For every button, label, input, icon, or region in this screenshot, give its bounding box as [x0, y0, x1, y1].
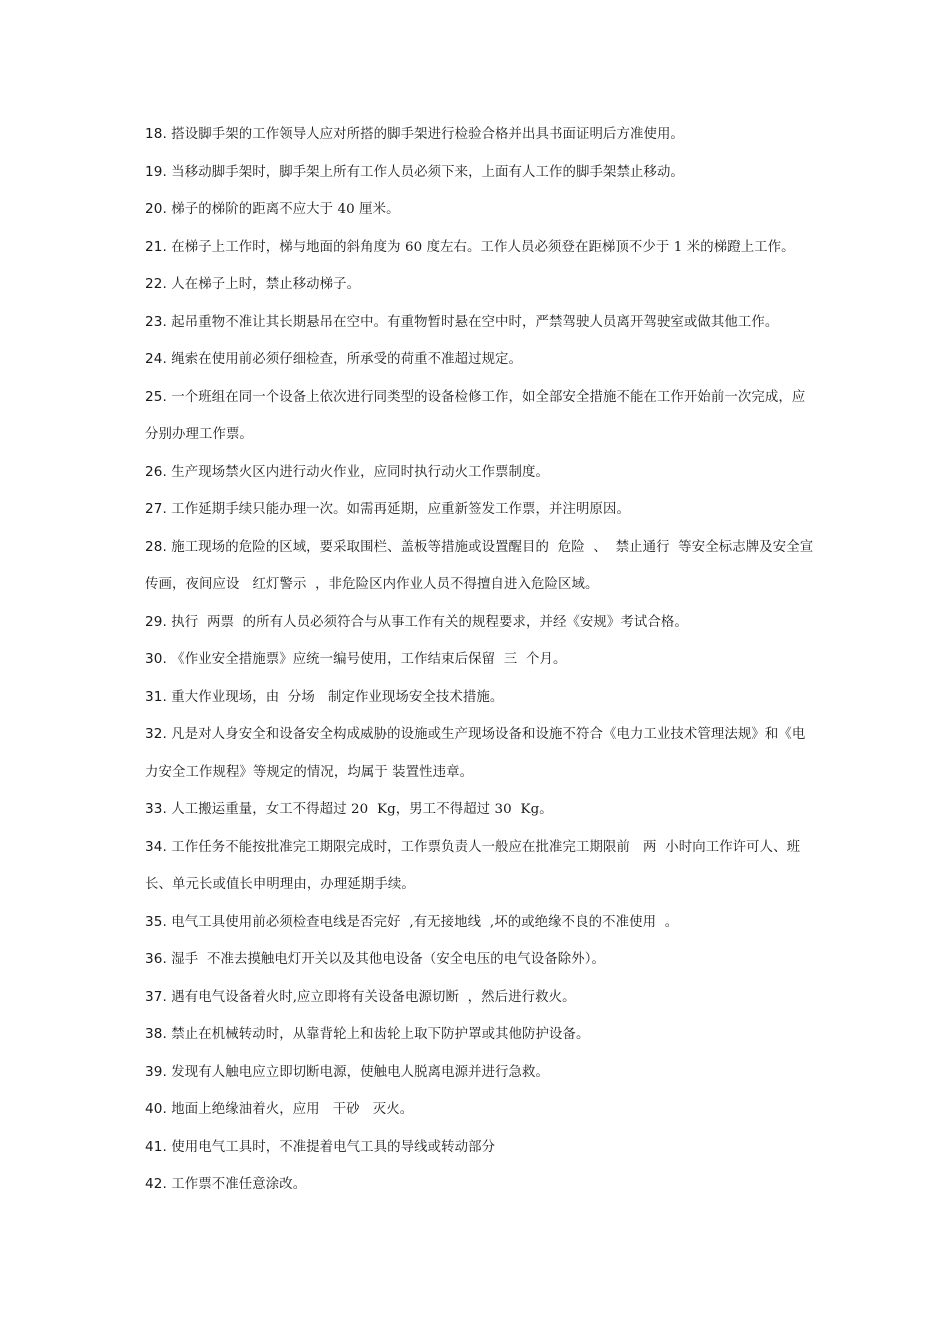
item-text: 工作任务不能按批准完工期限完成时，工作票负责人一般应在批准完工期限前 两 小时向工作许可人、班长、单元长或值长申明理由，办理延期手续。 [145, 839, 801, 892]
item-number: 33. [145, 801, 167, 817]
item-number: 19. [145, 163, 167, 180]
item-number: 35. [145, 913, 167, 930]
list-item [145, 304, 815, 342]
item-number: 20. [145, 201, 167, 217]
item-text: 当移动脚手架时，脚手架上所有工作人员必须下来，上面有人工作的脚手架禁止移动。 [171, 164, 684, 180]
item-text: 重大作业现场，由 分场 制定作业现场安全技术措施。 [171, 689, 504, 705]
list-item [145, 116, 815, 154]
list-item [145, 529, 815, 604]
list-item [145, 154, 815, 192]
item-text: 禁止在机械转动时，从靠背轮上和齿轮上取下防护罩或其他防护设备。 [171, 1027, 590, 1042]
item-text: 《作业安全措施票》应统一编号使用，工作结束后保留 三 个月。 [171, 652, 567, 667]
item-text: 搭设脚手架的工作领导人应对所搭的脚手架进行检验合格并出具书面证明后方准使用。 [171, 127, 684, 142]
item-number: 31. [145, 688, 167, 705]
list-item [145, 229, 815, 267]
item-text: 梯子的梯阶的距离不应大于 40 厘米。 [171, 202, 400, 217]
item-text: 工作延期手续只能办理一次。如需再延期，应重新签发工作票，并注明原因。 [171, 502, 630, 517]
item-text: 地面上绝缘油着火，应用 干砂 灭火。 [171, 1102, 414, 1117]
list-item [145, 716, 815, 791]
item-number: 39. [145, 1063, 167, 1080]
item-number: 37. [145, 988, 167, 1005]
list-item [145, 1091, 815, 1129]
list-item [145, 341, 815, 379]
list-item [145, 641, 815, 679]
item-number: 29. [145, 613, 167, 630]
item-number: 18. [145, 126, 167, 142]
item-number: 30. [145, 651, 167, 667]
item-number: 25. [145, 388, 167, 405]
item-number: 41. [145, 1138, 167, 1155]
list-item [145, 979, 815, 1017]
item-number: 32. [145, 726, 167, 742]
list-item [145, 604, 815, 642]
item-text: 使用电气工具时，不准提着电气工具的导线或转动部分 [171, 1139, 496, 1155]
item-number: 34. [145, 838, 167, 855]
item-text: 绳索在使用前必须仔细检查，所承受的荷重不准超过规定。 [171, 352, 523, 367]
item-text: 人工搬运重量，女工不得超过 20 Kg，男工不得超过 30 Kg。 [171, 802, 553, 817]
list-item [145, 829, 815, 904]
item-text: 湿手 不准去摸触电灯开关以及其他电设备（安全电压的电气设备除外）。 [171, 952, 605, 967]
item-text: 在梯子上工作时，梯与地面的斜角度为 60 度左右。工作人员必须登在距梯顶不少于 1 米的梯蹬上工作。 [171, 239, 795, 255]
item-text: 遇有电气设备着火时,应立即将有关设备电源切断 ，然后进行救火。 [171, 989, 576, 1005]
list-item [145, 191, 815, 229]
item-text: 起吊重物不准让其长期悬吊在空中。有重物暂时悬在空中时，严禁驾驶人员离开驾驶室或做其他工作。 [171, 314, 779, 330]
item-number: 36. [145, 951, 167, 967]
list-item [145, 941, 815, 979]
item-number: 27. [145, 501, 167, 517]
list-item [145, 454, 815, 492]
list-item [145, 379, 815, 454]
item-text: 人在梯子上时，禁止移动梯子。 [171, 277, 361, 292]
item-number: 38. [145, 1026, 167, 1042]
list-item [145, 1166, 815, 1204]
list-item [145, 679, 815, 717]
item-text: 一个班组在同一个设备上依次进行同类型的设备检修工作，如全部安全措施不能在工作开始前一次完成，应分别办理工作票。 [145, 389, 806, 442]
list-item [145, 904, 815, 942]
list-item [145, 266, 815, 304]
item-text: 执行 两票 的所有人员必须符合与从事工作有关的规程要求，并经《安规》考试合格。 [171, 614, 688, 630]
item-text: 电气工具使用前必须检查电线是否完好 ,有无接地线 ,坏的或绝缘不良的不准使用 。 [171, 914, 679, 930]
item-number: 26. [145, 463, 167, 480]
list-item [145, 1016, 815, 1054]
item-text: 发现有人触电应立即切断电源，使触电人脱离电源并进行急救。 [171, 1064, 550, 1080]
item-text: 凡是对人身安全和设备安全构成威胁的设施或生产现场设备和设施不符合《电力工业技术管理法规》和《电力安全工作规程》等规定的情况，均属于 装置性违章。 [145, 727, 806, 780]
item-number: 28. [145, 538, 167, 555]
item-number: 24. [145, 351, 167, 367]
item-number: 40. [145, 1101, 167, 1117]
item-number: 22. [145, 276, 167, 292]
item-number: 42. [145, 1176, 167, 1192]
document-body [145, 116, 815, 1204]
list-item [145, 1054, 815, 1092]
list-item [145, 491, 815, 529]
list-item [145, 1129, 815, 1167]
item-text: 工作票不准任意涂改。 [171, 1177, 307, 1192]
item-number: 23. [145, 313, 167, 330]
list-item [145, 791, 815, 829]
item-text: 施工现场的危险的区域，要采取围栏、盖板等措施或设置醒目的 危险 、 禁止通行 等安全标志牌及安全宣传画，夜间应设 红灯警示 ，非危险区内作业人员不得擅自进入危险区域。 [145, 539, 814, 592]
item-number: 21. [145, 238, 167, 255]
item-text: 生产现场禁火区内进行动火作业，应同时执行动火工作票制度。 [171, 464, 550, 480]
